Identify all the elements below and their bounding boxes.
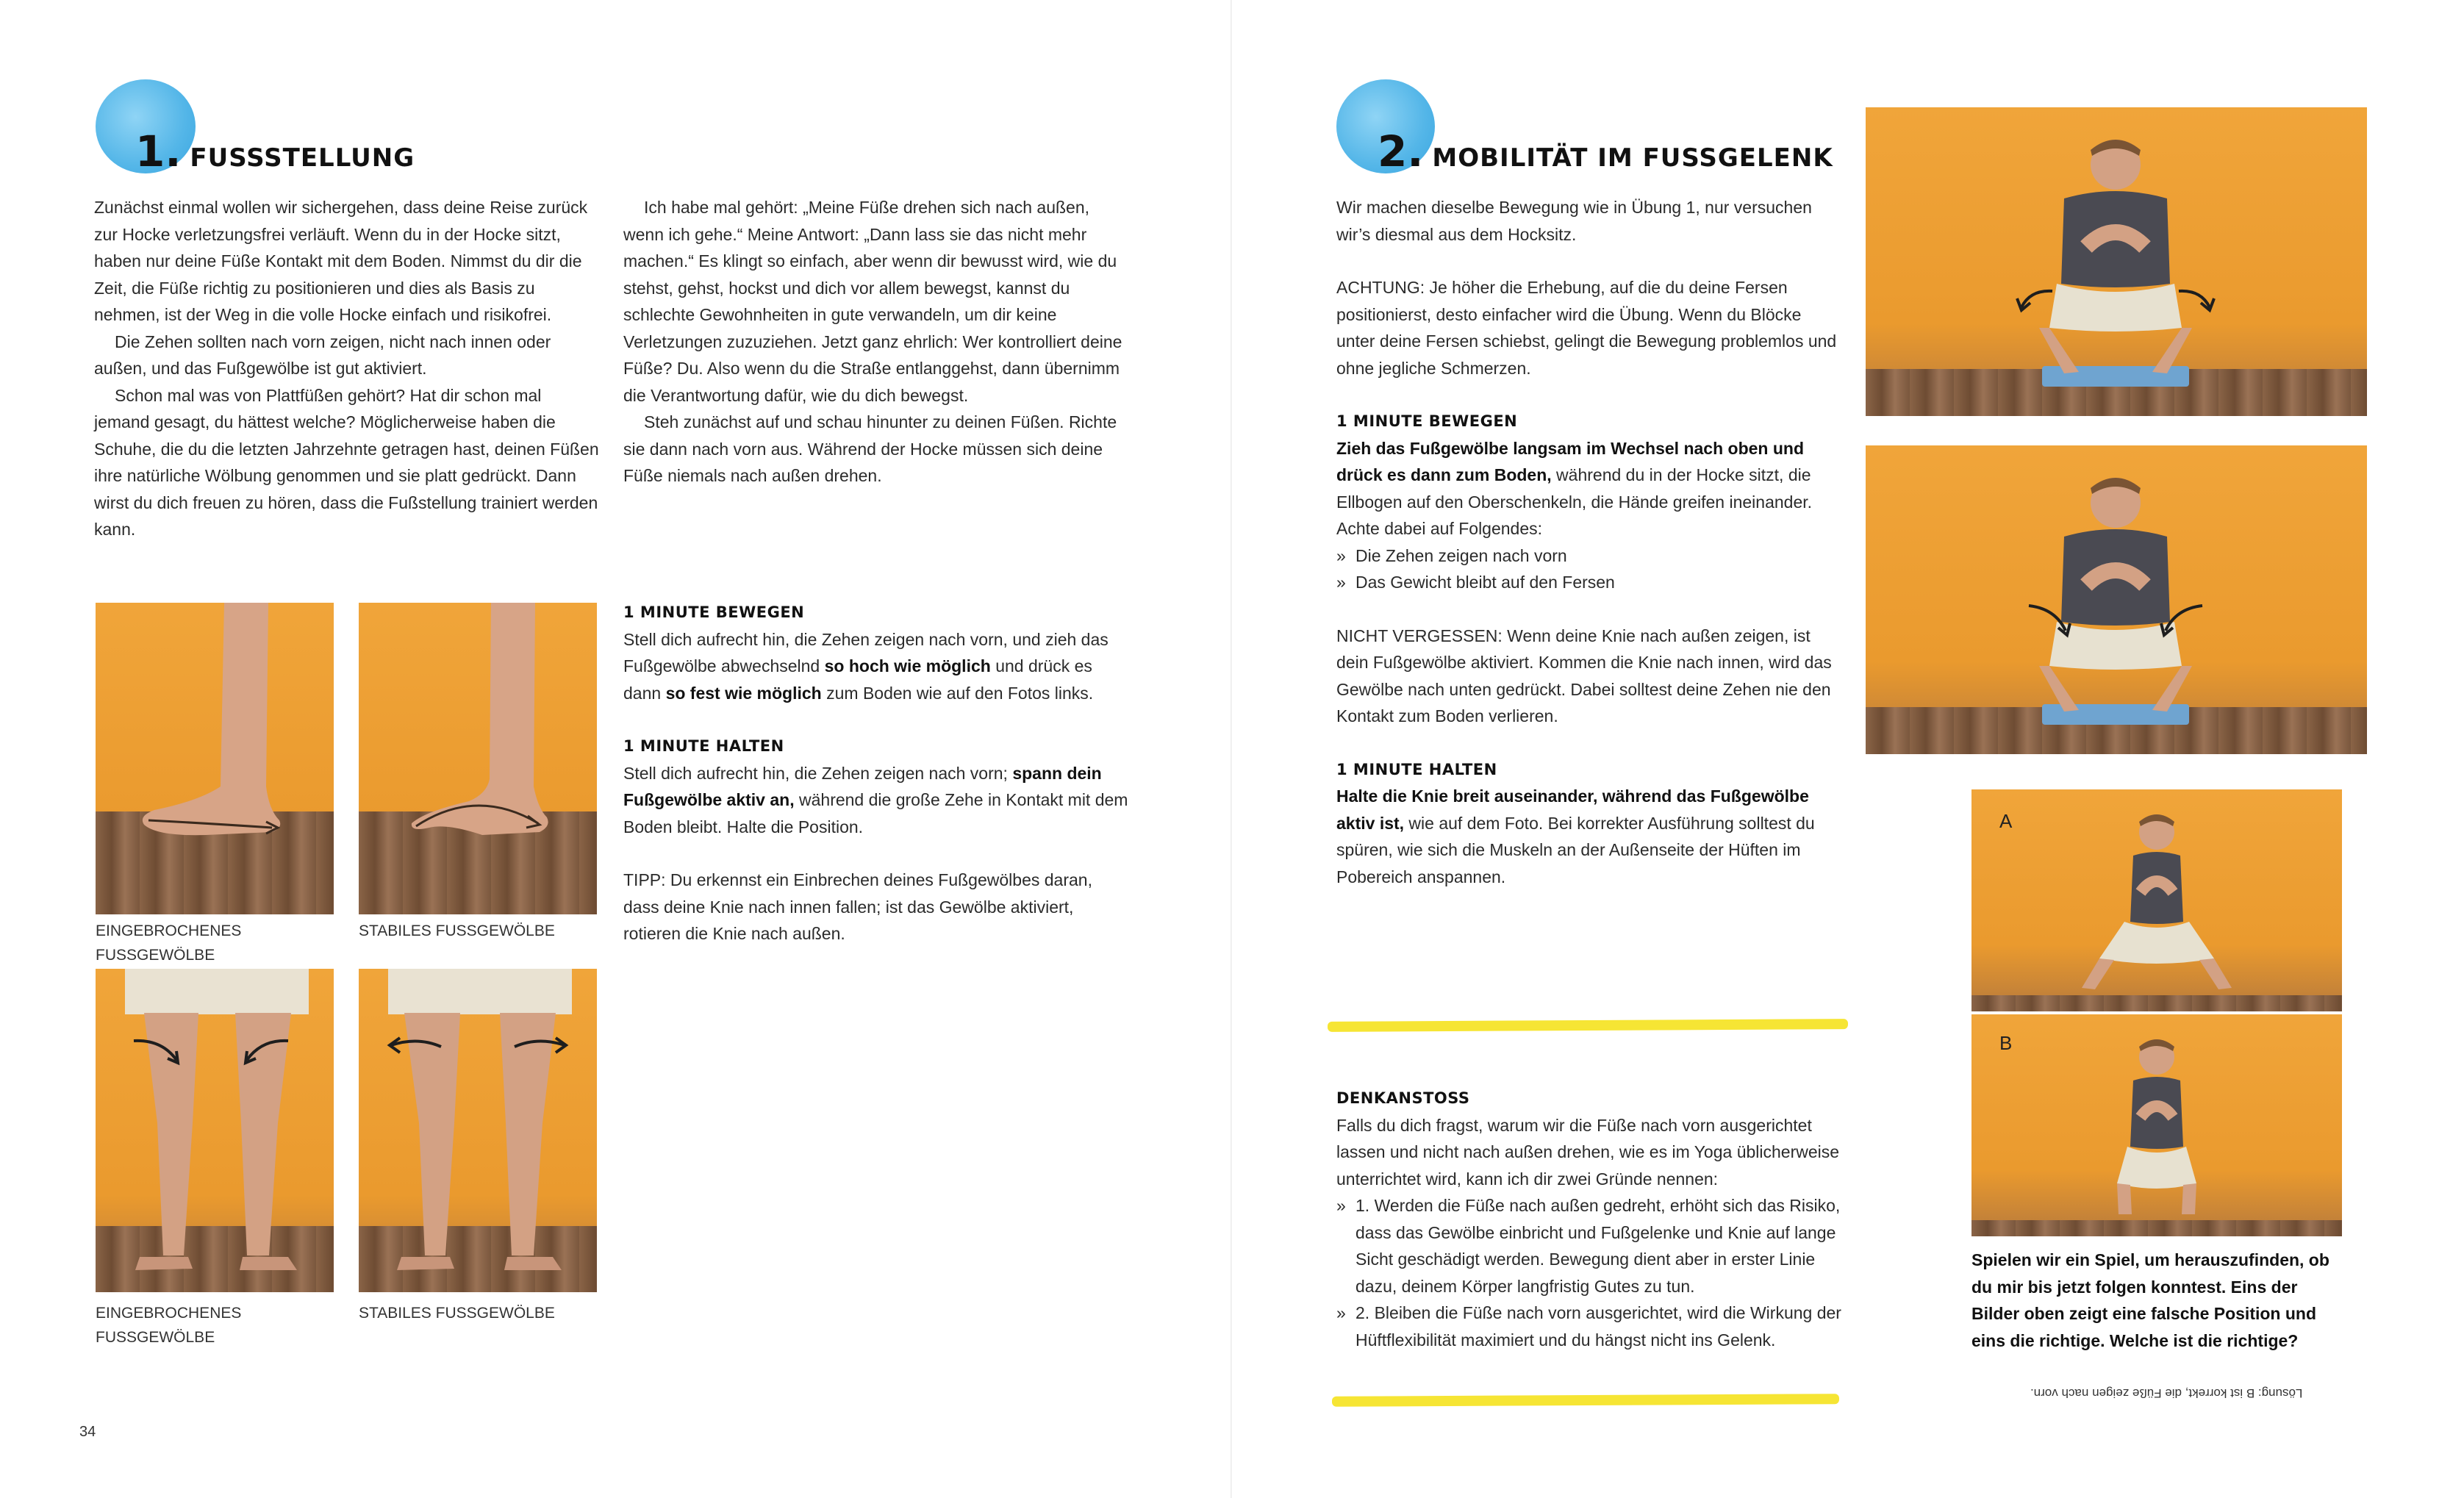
foot-figure xyxy=(96,603,334,914)
move-heading: 1 MINUTE BEWEGEN xyxy=(1336,412,1518,430)
page-number: 34 xyxy=(79,1424,96,1440)
caption-collapsed-arch-2: EINGEBROCHENES FUSSGEWÖLBE xyxy=(96,1305,242,1346)
quiz-solution: Lösung: B ist korrekt, die Füße zeigen nach vorn. xyxy=(2030,1386,2303,1400)
paragraph: Steh zunächst auf und schau hinunter zu deinen Füßen. Richte sie dann nach vorn aus. Während der Hocke müssen sich deine Füße niemals nach außen drehen. xyxy=(623,412,1117,485)
legs-figure xyxy=(96,969,334,1292)
section-1-number: 1. xyxy=(135,126,182,176)
squat-figure xyxy=(1866,445,2367,754)
move-instruction: Stell dich aufrecht hin, die Zehen zeigen nach vorn, und zieh das Fußgewölbe abwechselnd so hoch wie möglich und drück es dann so fest wie möglich zum Boden wie auf den Fotos links. xyxy=(623,629,1109,703)
hold-instruction: Halte die Knie breit auseinander, während das Fußgewölbe aktiv ist, wie auf dem Foto. Bei korrekter Ausführung solltest du spüren, wie sich die Muskeln an der Außenseite der Hüften im Pobereich anspannen. xyxy=(1336,786,1815,886)
tip: TIPP: Du erkennst ein Einbrechen deines Fußgewölbes daran, dass deine Knie nach innen fallen; ist das Gewölbe aktiviert, rotieren die Knie nach außen. xyxy=(623,870,1092,943)
photo-collapsed-arch-foot xyxy=(96,603,334,914)
list-item: » 2. Bleiben die Füße nach vorn ausgerichtet, wird die Wirkung der Hüftflexibilität maximiert und du hängst nicht ins Gelenk. xyxy=(1336,1303,1841,1350)
paragraph: Ich habe mal gehört: „Meine Füße drehen sich nach außen, wenn ich gehe.“ Meine Antwort: „Dann lass sie das nicht mehr machen.“ Es klingt so einfach, aber wenn dir bewusst wird, wie du stehst, gehst, hockst und dich vor allem bewegst, kannst du schlechte Gewohnheiten in gute verwandeln, um dir keine Verletzungen zuzuziehen. Jetzt ganz ehrlich: Wer kontrolliert deine Füße? Du. Also wenn du die Straße entlanggehst, dann übernimm die Verantwortung dafür, wie du dich bewegst. xyxy=(623,198,1122,405)
hold-heading: 1 MINUTE HALTEN xyxy=(1336,760,1497,778)
caution-paragraph: ACHTUNG: Je höher die Erhebung, auf die du deine Fersen positionierst, desto einfacher wird die Übung. Wenn du Blöcke unter deine Fersen schiebst, gelingt die Bewegung problemlos und ohne jegliche Schmerzen. xyxy=(1336,278,1837,378)
caption-stable-arch-1: STABILES FUSSGEWÖLBE xyxy=(359,922,555,939)
section-2-title: MOBILITÄT IM FUSSGELENK xyxy=(1432,143,1833,173)
section-1-heading xyxy=(135,126,415,176)
think-heading: DENKANSTOSS xyxy=(1336,1089,1470,1107)
highlight-bar-bottom xyxy=(1332,1394,1839,1407)
list-item: » 1. Werden die Füße nach außen gedreht, erhöht sich das Risiko, dass das Gewölbe einbricht und Fußgelenke und Knie auf lange Sicht geschädigt werden. Bewegung dient aber in erster Linie dazu, deinem Körper langfristig Gutes zu tun. xyxy=(1336,1196,1841,1296)
intro-paragraph: Wir machen dieselbe Bewegung wie in Übung 1, nur versuchen wir’s diesmal aus dem Hocksitz. xyxy=(1336,198,1812,244)
foot-figure xyxy=(359,603,597,914)
quiz-label-a: A xyxy=(1999,810,2013,832)
squat-figure xyxy=(1971,789,2342,1011)
move-heading: 1 MINUTE BEWEGEN xyxy=(623,603,805,621)
move-instruction: Zieh das Fußgewölbe langsam im Wechsel nach oben und drück es dann zum Boden, während du in der Hocke sitzt, die Ellbogen auf den Oberschenkeln, die Hände greifen ineinander. Achte dabei auf Folgendes: xyxy=(1336,438,1813,538)
caption-stable-arch-2: STABILES FUSSGEWÖLBE xyxy=(359,1305,555,1322)
section-1-title: FUSSSTELLUNG xyxy=(190,143,415,173)
think-box xyxy=(1336,1085,1844,1353)
left-column-1 xyxy=(94,194,600,543)
photo-quiz-b xyxy=(1971,1014,2342,1236)
right-page xyxy=(1232,0,2464,1498)
highlight-bar-top xyxy=(1328,1019,1848,1032)
right-column xyxy=(1336,194,1844,890)
quiz-label-b: B xyxy=(1999,1032,2013,1054)
section-2-heading xyxy=(1378,126,1833,176)
paragraph: Die Zehen sollten nach vorn zeigen, nicht nach innen oder außen, und das Fußgewölbe ist gut aktiviert. xyxy=(94,332,551,378)
section-2-number: 2. xyxy=(1378,126,1424,176)
hold-instruction: Stell dich aufrecht hin, die Zehen zeigen nach vorn; spann dein Fußgewölbe aktiv an, während die große Zehe in Kontakt mit dem Boden bleibt. Halte die Position. xyxy=(623,763,1128,836)
photo-quiz-a xyxy=(1971,789,2342,1011)
photo-squat-blocks xyxy=(1866,107,2367,416)
quiz-question: Spielen wir ein Spiel, um herauszufinden, ob du mir bis jetzt folgen konntest. Eins der Bilder oben zeigt eine falsche Position und eins die richtige. Welche ist die richtige? xyxy=(1971,1250,2329,1350)
hold-heading: 1 MINUTE HALTEN xyxy=(623,737,784,755)
paragraph: Schon mal was von Plattfüßen gehört? Hat dir schon mal jemand gesagt, du hättest welche? Möglicherweise haben die Schuhe, die du die letzten Jahrzehnte getragen hast, deinen Füßen ihre natürliche Wölbung genommen und sie platt gedrückt. Dann wirst du dich freuen zu hören, dass die Fußstellung trainiert werden kann. xyxy=(94,385,599,539)
list-item: » Die Zehen zeigen nach vorn xyxy=(1336,545,1567,565)
think-intro: Falls du dich fragst, warum wir die Füße nach vorn ausgerichtet lassen und nicht nach außen drehen, wie es im Yoga üblicherweise unterrichtet wird, kann ich dir zwei Gründe nennen: xyxy=(1336,1115,1840,1189)
remember-paragraph: NICHT VERGESSEN: Wenn deine Knie nach außen zeigen, ist dein Fußgewölbe aktiviert. Kommen die Knie nach innen, wird das Gewölbe nach unten gedrückt. Dabei solltest deine Zehen nie den Kontakt zum Boden verlieren. xyxy=(1336,626,1832,725)
photo-squat-knees-in xyxy=(1866,445,2367,754)
caption-collapsed-arch-1: EINGEBROCHENES FUSSGEWÖLBE xyxy=(96,922,242,964)
photo-collapsed-arch-knees xyxy=(96,969,334,1292)
photo-stable-arch-foot xyxy=(359,603,597,914)
list-item: » Das Gewicht bleibt auf den Fersen xyxy=(1336,573,1615,592)
squat-figure xyxy=(1971,1014,2342,1236)
instructions-column xyxy=(623,599,1131,947)
squat-figure xyxy=(1866,107,2367,416)
paragraph: Zunächst einmal wollen wir sichergehen, dass deine Reise zurück zur Hocke verletzungsfrei verläuft. Wenn du in der Hocke sitzt, haben nur deine Füße Kontakt mit dem Boden. Nimmst du dir die Zeit, die Füße richtig zu positionieren und dies als Basis zu nehmen, ist der Weg in die volle Hocke einfach und risikofrei. xyxy=(94,198,588,324)
photo-stable-arch-knees xyxy=(359,969,597,1292)
legs-figure xyxy=(359,969,597,1292)
left-column-2 xyxy=(623,194,1131,490)
